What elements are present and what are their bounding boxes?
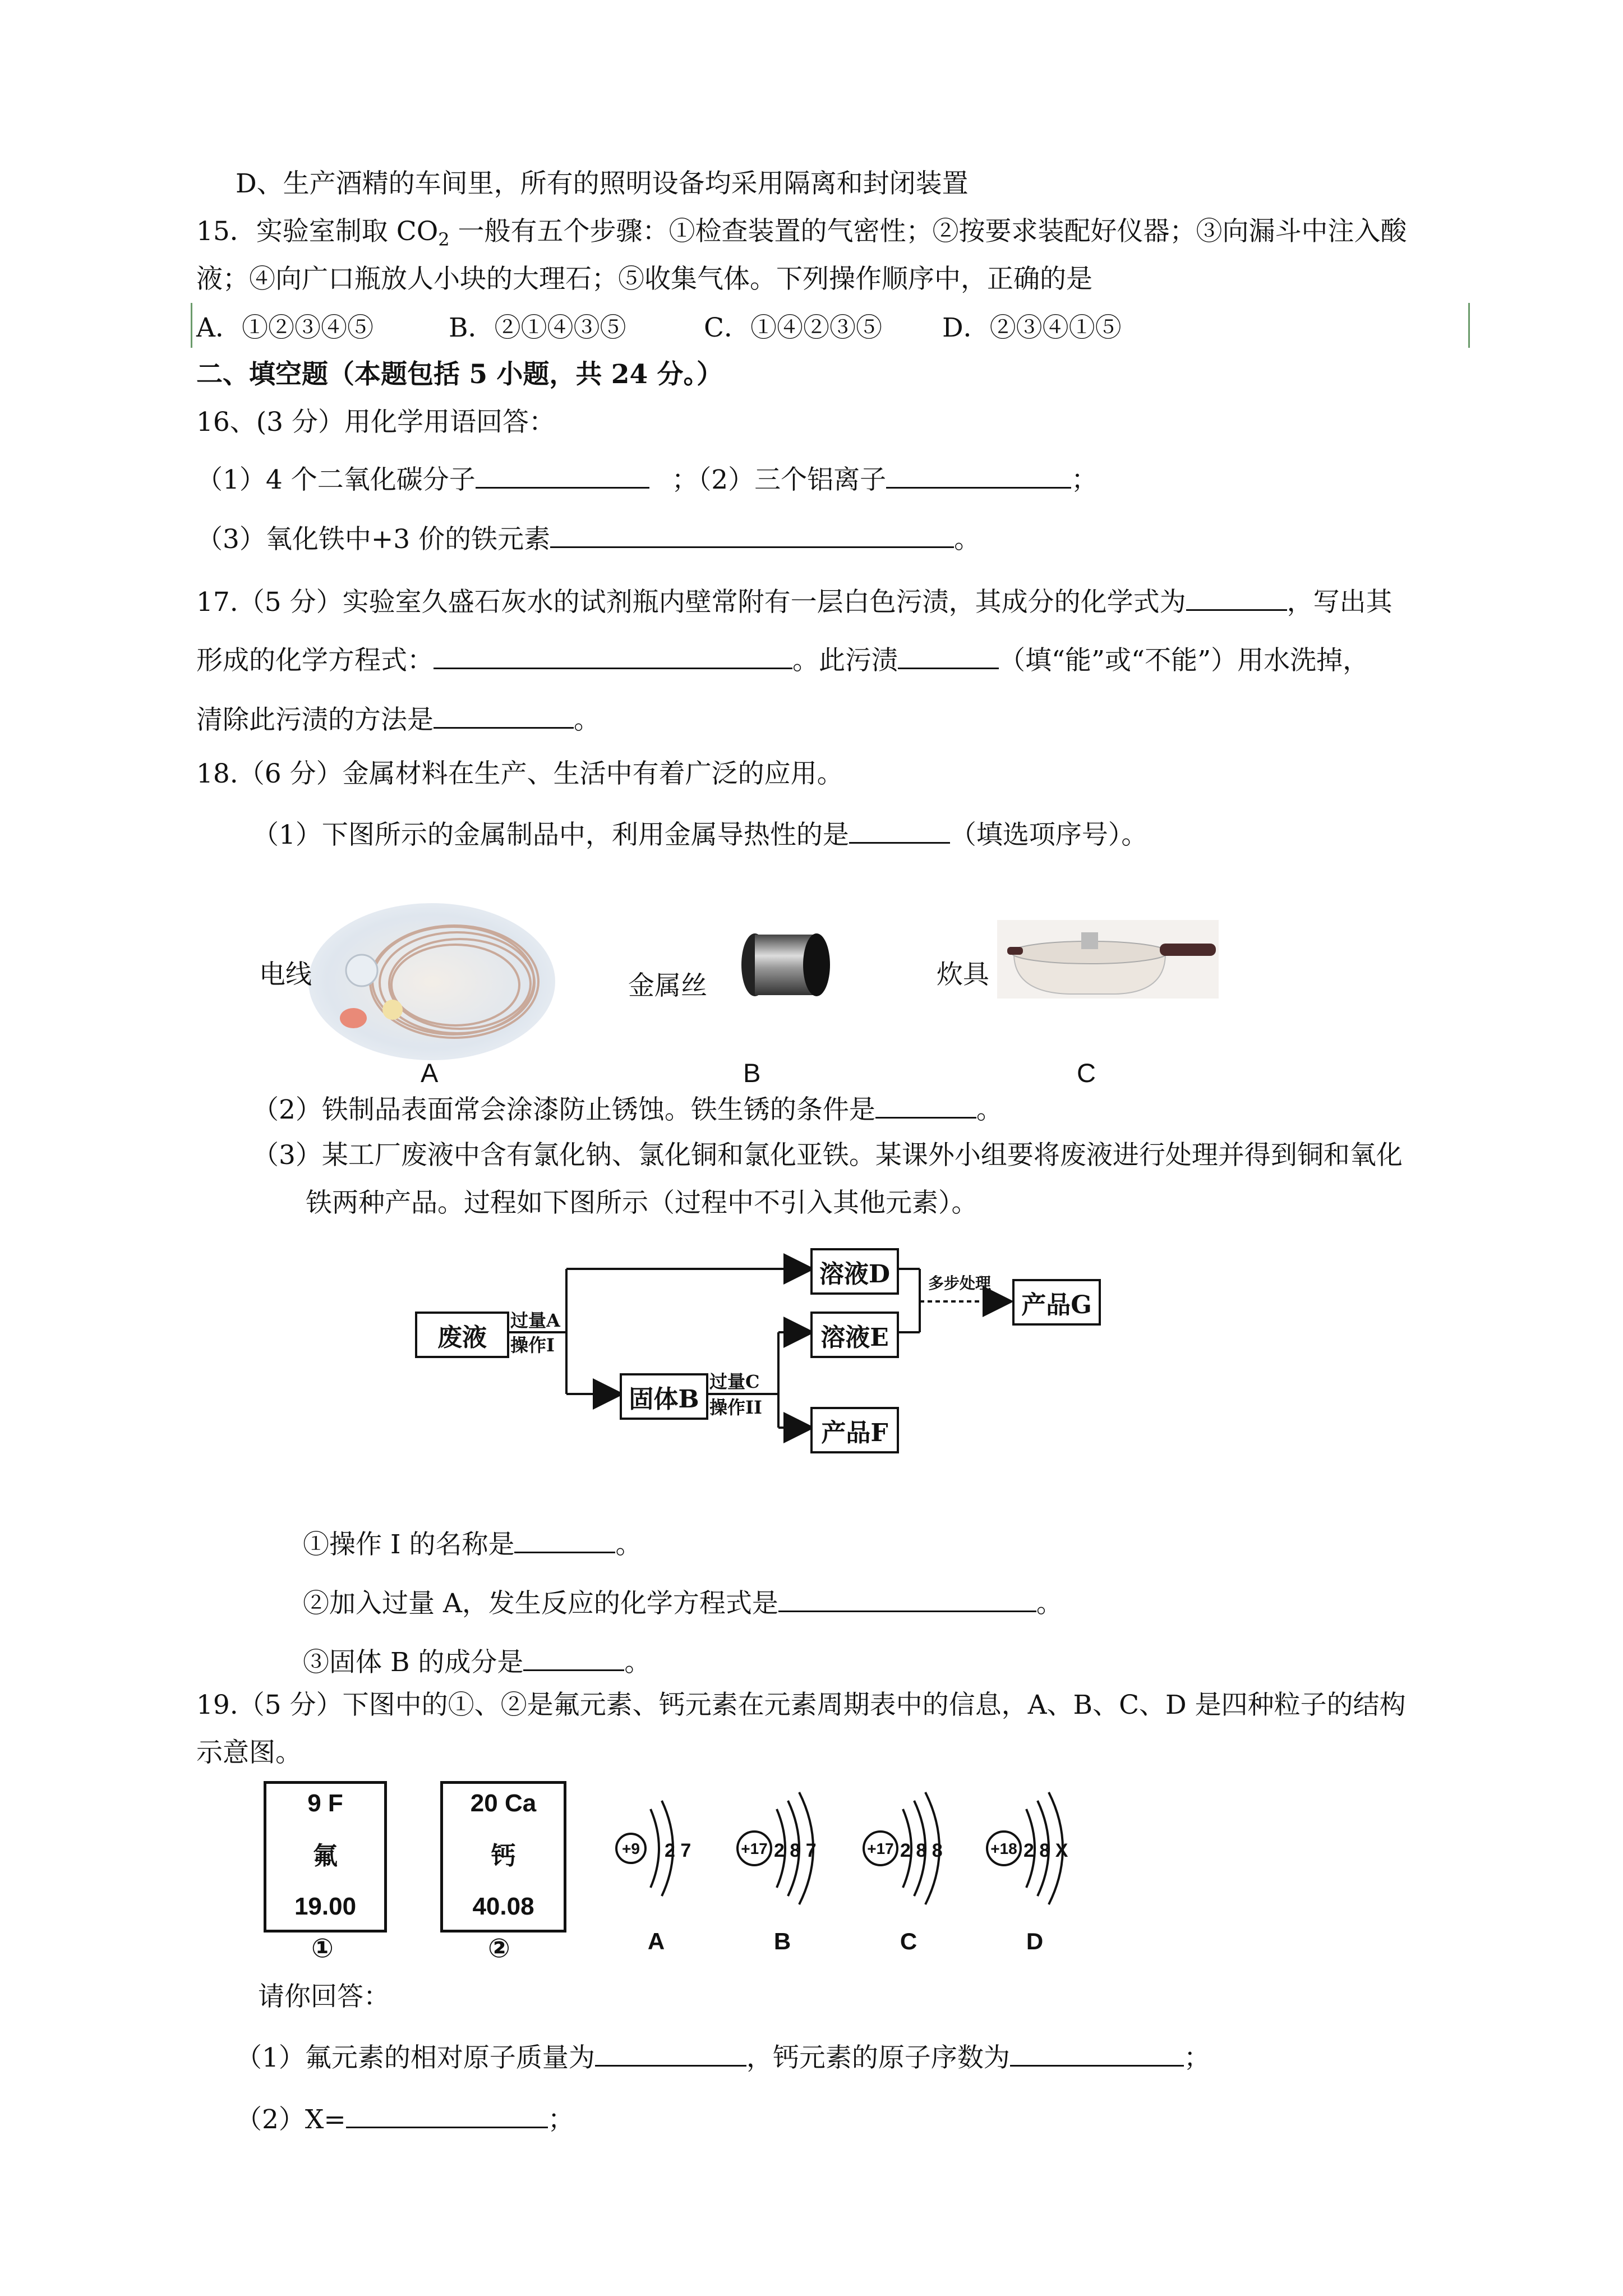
item-b-letter: B <box>743 1058 761 1088</box>
answer-blank[interactable] <box>434 701 574 729</box>
periodic-card-fluorine <box>264 1781 387 1932</box>
card-mark-1: ① <box>311 1933 334 1963</box>
answer-blank[interactable] <box>514 1526 615 1553</box>
q15-option-d: D．②③④①⑤ <box>942 312 1122 343</box>
q15-line1: 15．实验室制取 $CO_2$ 一般有五个步骤：①检查装置的气密性；②按要求装配好仪器；③向漏斗中注入酸 <box>196 216 1407 250</box>
flow-step-a1: 过量A <box>510 1310 560 1331</box>
q18-sub2: ②加入过量 A，发生反应的化学方程式是 。 <box>303 1585 1063 1621</box>
q17-line1: 17.（5 分）实验室久盛石灰水的试剂瓶内壁常附有一层白色污渍，其成分的化学式为 ，写出其 <box>196 583 1393 619</box>
q16-stem: 16、(3 分）用化学用语回答： <box>196 407 555 438</box>
q18-sub3: ③固体 B 的成分是 。 <box>303 1644 651 1680</box>
q19-ask: 请你回答： <box>258 1981 390 2012</box>
atom-b-nucleus: +17 <box>741 1840 768 1857</box>
pressure-cooker-photo <box>997 920 1219 999</box>
answer-blank[interactable] <box>778 1585 1036 1612</box>
flow-waste-box: 废液 <box>415 1312 509 1358</box>
answer-blank[interactable] <box>1186 583 1287 611</box>
card-number-symbol: 9 F <box>307 1789 343 1817</box>
q18-stem: 18.（6 分）金属材料在生产、生活中有着广泛的应用。 <box>196 758 843 789</box>
answer-blank[interactable] <box>550 521 954 548</box>
q18-part3-line1: （3）某工厂废液中含有氯化钠、氯化铜和氯化亚铁。某课外小组要将废液进行处理并得到铜和氧化 <box>252 1140 1403 1171</box>
answer-blank[interactable] <box>849 816 950 844</box>
atom-d-shells: 2 8 X <box>1023 1840 1068 1861</box>
answer-blank[interactable] <box>476 461 649 489</box>
atom-c-nucleus: +17 <box>867 1840 894 1857</box>
answer-blank[interactable] <box>898 642 999 669</box>
atom-c-shells: 2 8 8 <box>900 1840 943 1861</box>
item-c-letter: C <box>1077 1058 1096 1088</box>
section-title: 二、填空题（本题包括 5 小题，共 24 分。） <box>196 359 723 390</box>
item-a-name: 电线 <box>259 959 312 989</box>
q19-line1: 19.（5 分）下图中的①、②是氟元素、钙元素在元素周期表中的信息，A、B、C、D 是四种粒子的结构 <box>196 1690 1406 1720</box>
q14-option-d: D、生产酒精的车间里，所有的照明设备均采用隔离和封闭装置 <box>236 168 969 199</box>
q15-option-b: B．②①④③⑤ <box>449 312 626 343</box>
q19-part1: （1）氟元素的相对原子质量为 ，钙元素的原子序数为 ； <box>236 2039 1210 2075</box>
margin-mark-left <box>191 303 192 348</box>
card-element-name: 氟 <box>313 1842 338 1870</box>
wire-photo <box>308 903 555 1060</box>
card-number-symbol: 20 Ca <box>470 1789 537 1817</box>
atom-d-label: D <box>1026 1928 1044 1954</box>
q18-sub1: ①操作 I 的名称是 。 <box>303 1526 642 1562</box>
wire-spool-photo <box>739 931 832 999</box>
q19-line2: 示意图。 <box>196 1737 302 1768</box>
q16-part3: （3）氧化铁中+3 价的铁元素 。 <box>196 521 980 556</box>
answer-blank[interactable] <box>595 2039 746 2067</box>
q17-line2: 形成的化学方程式： 。此污渍 （填“能”或“不能”）用水洗掉， <box>196 642 1369 678</box>
atom-a-nucleus: +9 <box>622 1840 640 1857</box>
card-element-name: 钙 <box>491 1842 516 1870</box>
item-c-name: 炊具 <box>937 959 989 989</box>
periodic-card-calcium <box>440 1781 566 1932</box>
flow-step-c1: 过量C <box>709 1371 760 1392</box>
flow-multi-step: 多步处理 <box>928 1274 992 1292</box>
flow-product-f-box: 产品F <box>810 1407 899 1453</box>
card-atomic-mass: 40.08 <box>472 1893 534 1920</box>
atom-a-shells: 2 7 <box>665 1840 691 1861</box>
flow-solid-b-box: 固体B <box>620 1373 708 1420</box>
q18-part1: （1）下图所示的金属制品中，利用金属导热性的是 （填选项序号）。 <box>252 816 1147 852</box>
flow-product-g-box: 产品G <box>1012 1279 1101 1326</box>
flow-solution-e-box: 溶液E <box>810 1312 899 1358</box>
answer-blank[interactable] <box>886 461 1071 489</box>
flow-step-a2: 操作I <box>510 1335 555 1356</box>
card-atomic-mass: 19.00 <box>294 1893 357 1920</box>
atom-diagrams <box>606 1775 1144 1961</box>
q15-option-c: C．①④②③⑤ <box>704 312 882 343</box>
flow-diagram <box>415 1234 1127 1470</box>
q18-part2: （2）铁制品表面常会涂漆防止锈蚀。铁生锈的条件是 。 <box>252 1091 1003 1127</box>
answer-blank[interactable] <box>346 2101 548 2128</box>
q16-part1: （1）4 个二氧化碳分子 ；（2）三个铝离子 ； <box>196 461 1098 497</box>
atom-d-nucleus: +18 <box>990 1840 1017 1857</box>
flow-solution-d-box: 溶液D <box>810 1248 899 1295</box>
item-b-name: 金属丝 <box>628 970 707 1000</box>
item-a-letter: A <box>421 1058 439 1088</box>
q15-option-a: A．①②③④⑤ <box>196 312 374 343</box>
q15-line2: 液；④向广口瓶放人小块的大理石；⑤收集气体。下列操作顺序中，正确的是 <box>196 264 1092 295</box>
q19-part2: （2）X= ； <box>236 2101 574 2137</box>
atom-b-shells: 2 8 7 <box>774 1840 817 1861</box>
answer-blank[interactable] <box>1010 2039 1184 2067</box>
card-mark-2: ② <box>488 1933 510 1963</box>
q18-part3-line2: 铁两种产品。过程如下图所示（过程中不引入其他元素）。 <box>306 1188 978 1218</box>
atom-b-label: B <box>773 1928 791 1954</box>
answer-blank[interactable] <box>434 642 792 669</box>
atom-c-label: C <box>900 1928 917 1954</box>
margin-mark-right <box>1468 303 1470 348</box>
answer-blank[interactable] <box>523 1644 624 1671</box>
q17-line3: 清除此污渍的方法是 。 <box>196 701 600 737</box>
atom-a-label: A <box>647 1928 665 1954</box>
answer-blank[interactable] <box>875 1091 976 1119</box>
flow-step-c2: 操作II <box>709 1397 762 1418</box>
